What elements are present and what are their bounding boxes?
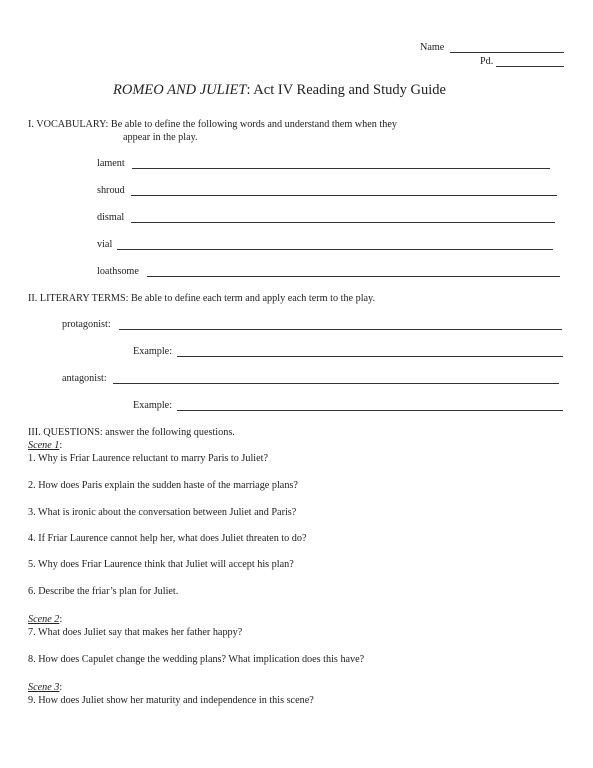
question-item: 2. How does Paris explain the sudden haste of the marriage plans? (28, 480, 298, 491)
question-item: 8. How does Capulet change the wedding plans? What implication does this have? (28, 654, 365, 665)
question-item: 3. What is ironic about the conversation between Juliet and Paris? (28, 507, 297, 518)
vocab-word: vial (97, 239, 113, 250)
example-blank[interactable] (177, 356, 563, 357)
period-blank[interactable] (496, 66, 564, 67)
example-label: Example: (133, 346, 173, 357)
term-label: protagonist: (62, 319, 111, 330)
question-item: 9. How does Juliet show her maturity and independence in this scene? (28, 695, 314, 706)
scene-heading: Scene 3: (28, 682, 63, 693)
example-label: Example: (133, 400, 173, 411)
question-item: 1. Why is Friar Laurence reluctant to marry Paris to Juliet? (28, 453, 268, 464)
vocab-blank[interactable] (117, 249, 553, 250)
example-blank[interactable] (177, 410, 563, 411)
literary-terms-heading: II. LITERARY TERMS: Be able to define each term and apply each term to the play. (28, 293, 376, 304)
questions-heading: III. QUESTIONS: answer the following questions. (28, 427, 235, 438)
vocab-word: shroud (97, 185, 125, 196)
title-rest: : Act IV Reading and Study Guide (246, 82, 446, 98)
question-item: 5. Why does Friar Laurence think that Juliet will accept his plan? (28, 559, 294, 570)
scene-heading: Scene 2: (28, 614, 63, 625)
vocab-blank[interactable] (131, 222, 555, 223)
vocab-word: dismal (97, 212, 125, 223)
vocab-word: lament (97, 158, 125, 169)
vocab-blank[interactable] (131, 195, 557, 196)
question-item: 6. Describe the friar’s plan for Juliet. (28, 586, 179, 597)
term-label: antagonist: (62, 373, 107, 384)
question-item: 7. What does Juliet say that makes her father happy? (28, 627, 243, 638)
vocab-blank[interactable] (147, 276, 560, 277)
vocabulary-heading-cont: appear in the play. (123, 132, 198, 143)
page-title (113, 82, 446, 99)
vocab-word: loathsome (97, 266, 139, 277)
scene-heading: Scene 1: (28, 440, 63, 451)
name-blank[interactable] (450, 52, 564, 53)
period-label: Pd. (480, 56, 494, 67)
name-label: Name (420, 42, 445, 53)
play-title: ROMEO AND JULIET (113, 82, 247, 98)
vocabulary-heading: I. VOCABULARY: Be able to define the following words and understand them when they (28, 119, 397, 130)
vocab-blank[interactable] (132, 168, 550, 169)
term-blank[interactable] (119, 329, 562, 330)
term-blank[interactable] (113, 383, 559, 384)
question-item: 4. If Friar Laurence cannot help her, what does Juliet threaten to do? (28, 533, 307, 544)
